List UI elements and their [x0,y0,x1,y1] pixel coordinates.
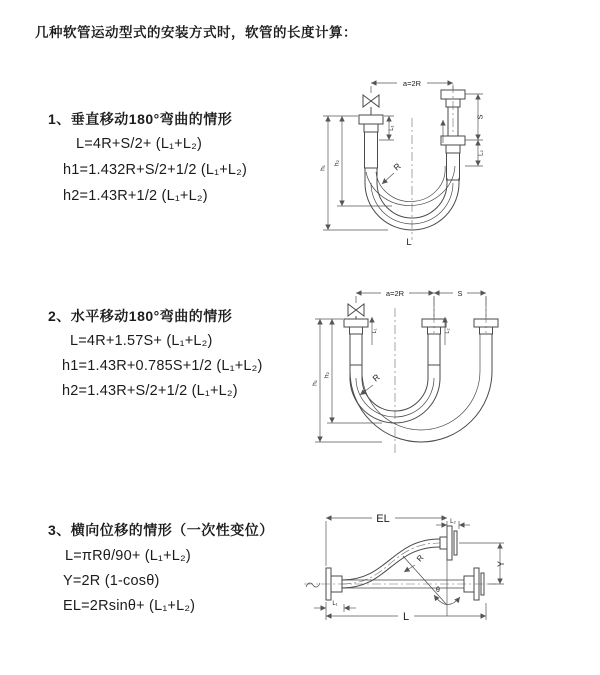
section-3-formula-Y: Y=2R (1-cosθ) [63,573,160,589]
diagram-vertical-180-bend [312,68,582,263]
dim-label-fit-left: L₁ [332,601,338,607]
section-1-formula-h1: h1=1.432R+S/2+1/2 (L₁+L₂) [63,162,248,178]
upper-flange [440,537,447,549]
hose-position-2 [350,334,492,442]
dim-label-length: L [402,611,410,623]
section-2-formula-h2: h2=1.43R+S/2+1/2 (L₁+L₂) [62,383,238,399]
section-1-formula-L: L=4R+S/2+ (L₁+L₂) [76,136,202,152]
pipe-break-symbol [306,583,320,587]
radius-construction-line [403,556,447,605]
section-3-heading: 3、横向位移的情形（一次性变位） [48,522,274,538]
hose-assembly [326,526,484,600]
section-3-formula-L: L=πRθ/90+ (L₁+L₂) [65,548,191,564]
dim-label-angle: θ [436,587,440,594]
diagram-lateral-displacement [298,498,598,643]
diagram-horizontal-180-bend [310,283,598,463]
dim-label-el: EL [376,513,390,525]
dim-label-length: L [406,237,412,248]
right-fitting-lower-position [441,136,465,145]
section-3-formula-EL: EL=2Rsinθ+ (L₁+L₂) [63,598,196,614]
dim-label-fit-top: L₂ [450,518,456,525]
dim-label-radius: R [391,160,403,173]
dim-label-h1: h₁ [311,380,319,386]
section-2-formula-h1: h1=1.43R+0.785S+1/2 (L₁+L₂) [62,358,263,374]
dim-label-fit-right: L₂ [445,328,451,334]
dim-label-stroke: S [475,114,485,120]
section-2-formula-L: L=4R+1.57S+ (L₁+L₂) [70,333,213,349]
dimensions [312,289,487,442]
dim-label-radius: R [414,553,426,564]
dim-label-span: a=2R [385,288,405,298]
hose-assembly [344,304,498,442]
dim-label-fit-left: L₁ [389,125,395,131]
braid-section [350,334,362,365]
section-1-formula-h2: h2=1.43R+1/2 (L₁+L₂) [63,188,208,204]
left-fitting [344,319,368,327]
hose-displaced-position [342,539,440,580]
dim-label-h2: h₂ [323,371,331,379]
dim-label-stroke: S [457,288,463,298]
section-2-heading: 2、水平移动180°弯曲的情形 [48,308,233,324]
dim-label-offset: Y [496,560,506,568]
valve-icon [348,304,356,316]
dim-label-fit-left: L₁ [372,328,378,334]
dim-label-radius: R [370,371,382,384]
left-fitting [359,115,383,124]
dim-label-span: a=2R [402,78,422,88]
dim-label-h1: h₁ [319,165,327,171]
braid-section [365,132,378,168]
page-title: 几种软管运动型式的安装方式时，软管的长度计算： [35,25,357,40]
dim-label-fit-right: L₂ [478,150,485,156]
dim-label-h2: h₂ [333,159,341,167]
centerlines [371,84,453,240]
centerlines [304,543,496,587]
valve-icon [363,95,371,107]
section-1-heading: 1、垂直移动180°弯曲的情形 [48,111,233,127]
